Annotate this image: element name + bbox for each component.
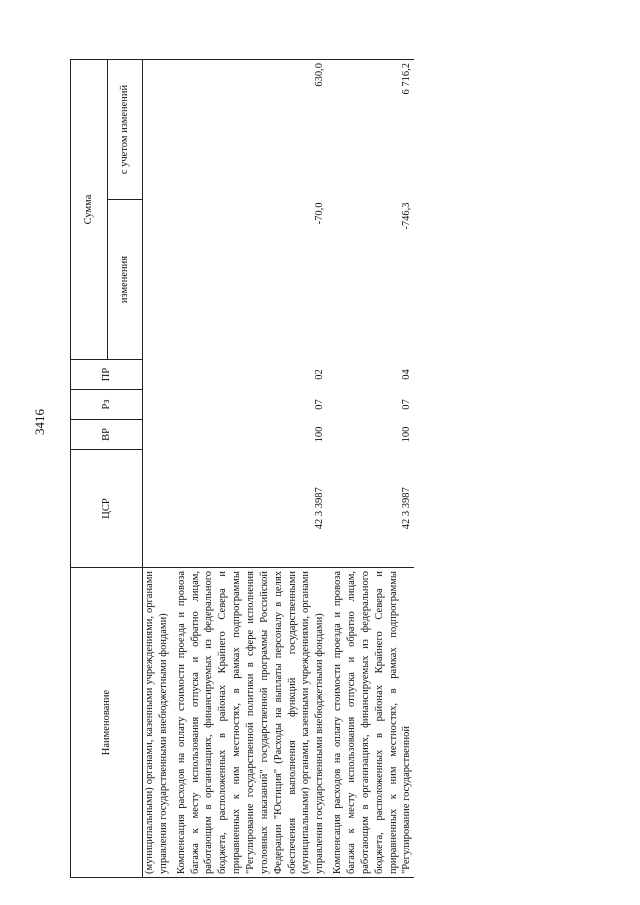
row-name: Компенсация расходов на оплату стоимости проезда и провоза багажа к месту использования отпуска и обратно лицам, работающим в организациях, финансируемых из федерального бюджета, расположенных в районах Крайнего Севера и приравненных к ним местностях, в рамках подпрограммы "Регулирование государственной политики в сфере исполнения уголовных наказаний" государственной программы Российской Федерации "Юстиция" (Расходы на выплаты персоналу в целях обеспечения выполнения функций государственными (муниципальными) органами, казенными учреждениями, органами управления государственными внебюджетными фондами): [175, 571, 326, 874]
row-total: 630,0: [171, 59, 327, 199]
header-pr: ПР: [71, 360, 143, 390]
row-vr: 100: [314, 426, 326, 443]
table-row: [143, 59, 171, 877]
budget-table-page: [70, 60, 626, 878]
row-name: Компенсация расходов на оплату стоимости проезда и провоза багажа к месту использования отпуска и обратно лицам, работающим в организациях, финансируемых из федерального бюджета, расположенных в районах Крайнего Севера и приравненных к ним местностях, в рамках подпрограммы "Регулирование государственной: [332, 571, 413, 874]
row-csr: 42 3 3987: [401, 487, 413, 530]
row-change: -746,3: [401, 202, 413, 230]
row-pr: 04: [401, 369, 413, 380]
header-vr: ВР: [71, 420, 143, 450]
header-csr: ЦСР: [71, 450, 143, 568]
row-rz: 07: [401, 399, 413, 410]
row-rz: [143, 390, 171, 420]
page-number: 3416: [32, 409, 47, 435]
row-pr: [143, 360, 171, 390]
row-name: (муниципальными) органами, казенными учреждениями, органами управления государственными внебюджетными фондами): [144, 571, 169, 874]
row-change: [143, 200, 171, 360]
row-name-cell: [327, 568, 414, 878]
row-csr: 42 3 3987: [314, 487, 326, 530]
row-change: -70,0: [314, 202, 326, 225]
header-rz: Рз: [71, 390, 143, 420]
row-name-cell: [171, 568, 327, 878]
row-rz: 07: [314, 399, 326, 410]
row-vr: 100: [401, 426, 413, 443]
row-csr: [143, 450, 171, 568]
header-changes: изменения: [108, 200, 143, 360]
header-sum: Сумма: [71, 59, 108, 359]
row-pr: 02: [314, 369, 326, 380]
table-row: [171, 59, 327, 877]
row-vr: [143, 420, 171, 450]
header-with-changes: с учетом изменений: [108, 59, 143, 199]
row-total: [143, 59, 171, 199]
row-total: 6 716,2: [327, 59, 414, 199]
row-name-cell: [143, 568, 171, 878]
header-name: Наименование: [71, 568, 143, 878]
budget-table: [70, 59, 414, 878]
table-row: [327, 59, 414, 877]
